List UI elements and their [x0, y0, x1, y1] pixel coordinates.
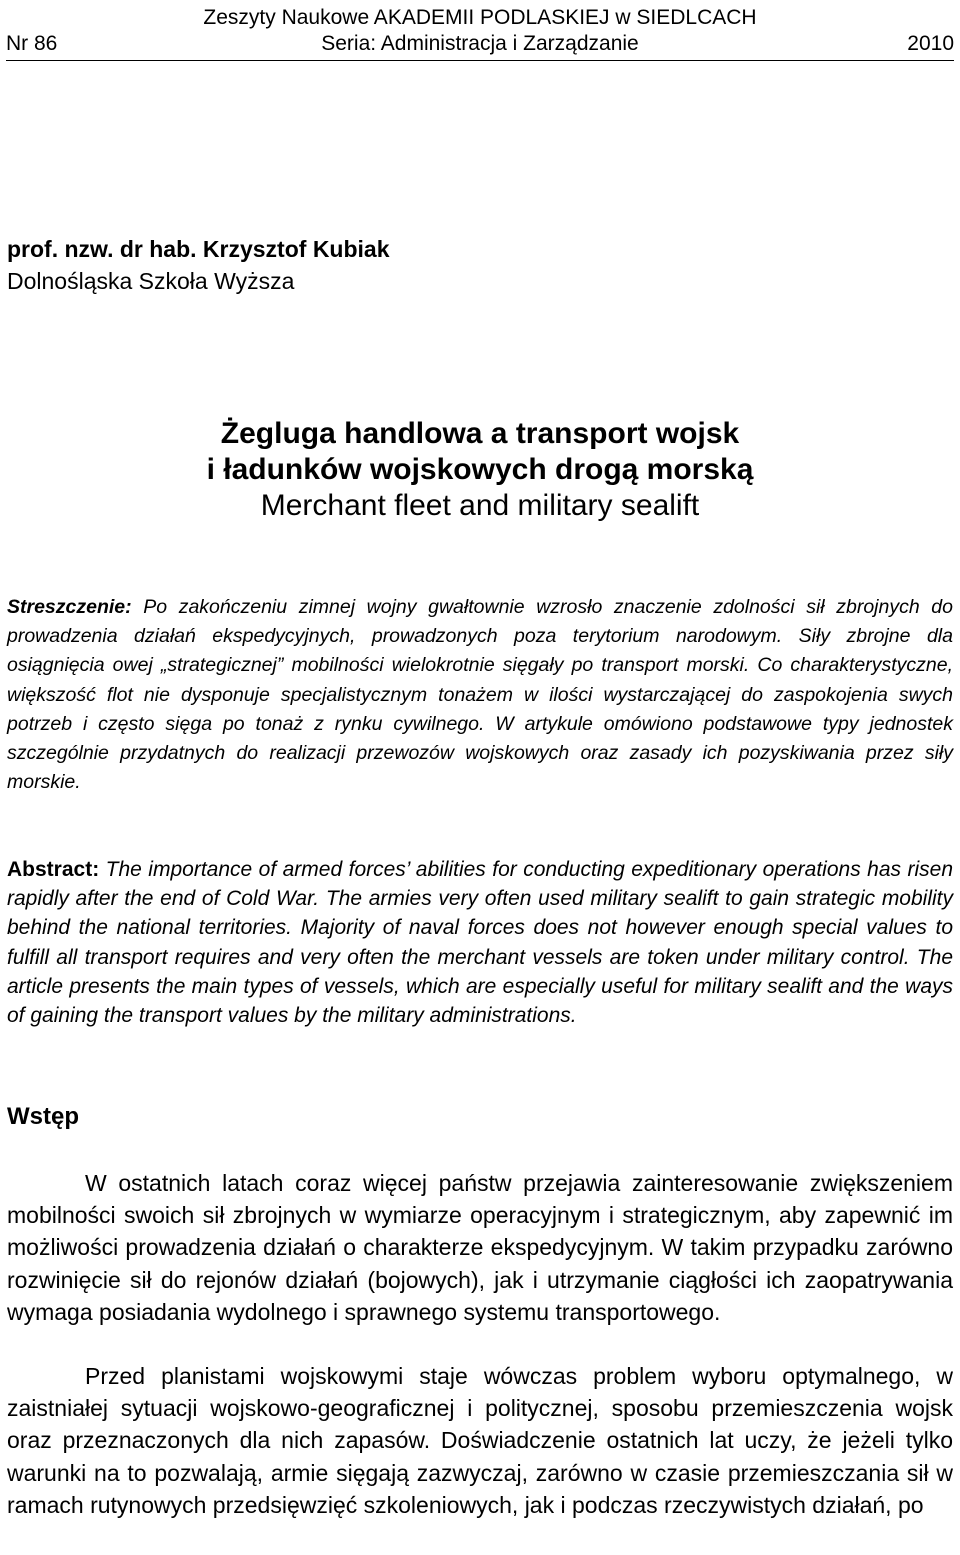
title-block	[0, 416, 960, 524]
title-line-1: Żegluga handlowa a transport wojsk	[220, 417, 740, 450]
series-name: Seria: Administracja i Zarządzanie	[321, 32, 639, 55]
body-paragraph-2: Przed planistami wojskowymi staje wówczas problem wyboru optymalnego, w zaistniałej sytuacji wojskowo-geograficznej i politycznej, sposobu przemieszczenia wojsk oraz przeznaczonych dla nich zapasów. Doświadczenie ostatnich lat uczy, że jeżeli tylko warunki na to pozwalają, armie sięgają zazwyczaj, zarówno w czasie przemieszczania sił w ramach rutynowych przedsięwzięć szkoleniowych, jak i podczas rzeczywistych działań, po	[7, 1363, 953, 1518]
author-institution: Dolnośląska Szkoła Wyższa	[7, 268, 295, 294]
abstract-block	[7, 855, 953, 1030]
section-heading: Wstęp	[7, 1103, 79, 1130]
publication-year: 2010	[907, 32, 954, 55]
journal-header	[6, 4, 954, 61]
header-row	[6, 32, 954, 58]
title-line-2: i ładunków wojskowych drogą morską	[206, 453, 754, 486]
abstract-text: The importance of armed forces’ abilities for conducting expeditionary operations has risen rapidly after the end of Cold War. The armies very often used military sealift to gain strategic mobility behind the national territories. Majority of naval forces does not however enough special values to fulfill all transport requires and very often the merchant vessels are token under military control. The article presents the main types of vessels, which are especially useful for military sealift and the ways of gaining the transport values by the military administrations.	[7, 858, 953, 1028]
streszczenie-text: Po zakończeniu zimnej wojny gwałtownie wzrosło znaczenie zdolności sił zbrojnych do prowadzenia działań ekspedycyjnych, prowadzonych poza terytorium narodowym. Siły zbrojne dla osiągnięcia owej „strategicznej” mobilności wielokrotnie sięgały po transport morski. Co charakterystyczne, większość flot nie dysponuje specjalistycznym tonażem w ilości wystarczającej do zaspokojenia swych potrzeb i często sięga po tonaż z rynku cywilnego. W artykule omówiono podstawowe typy jednostek szczególnie przydatnych do realizacji przewozów wojskowych oraz zasady ich pozyskiwania przez siły morskie.	[7, 596, 953, 794]
journal-name: Zeszyty Naukowe AKADEMII PODLASKIEJ w SIEDLCACH	[203, 6, 757, 29]
author-name: prof. nzw. dr hab. Krzysztof Kubiak	[7, 236, 390, 262]
title-english: Merchant fleet and military sealift	[260, 489, 700, 522]
streszczenie-label: Streszczenie:	[7, 596, 132, 618]
issue-number: Nr 86	[6, 32, 58, 55]
abstract-label: Abstract:	[7, 858, 100, 881]
streszczenie-block	[7, 593, 953, 797]
body-paragraph-1: W ostatnich latach coraz więcej państw przejawia zainteresowanie zwiększeniem mobilności swoich sił zbrojnych w wymiarze operacyjnym i strategicznym, aby zapewnić im możliwości prowadzenia działań o charakterze ekspedycyjnym. W takim przypadku zarówno rozwinięcie sił do rejonów działań (bojowych), jak i utrzymanie ciągłości ich zaopatrywania wymaga posiadania wydolnego i sprawnego systemu transportowego.	[7, 1170, 953, 1325]
